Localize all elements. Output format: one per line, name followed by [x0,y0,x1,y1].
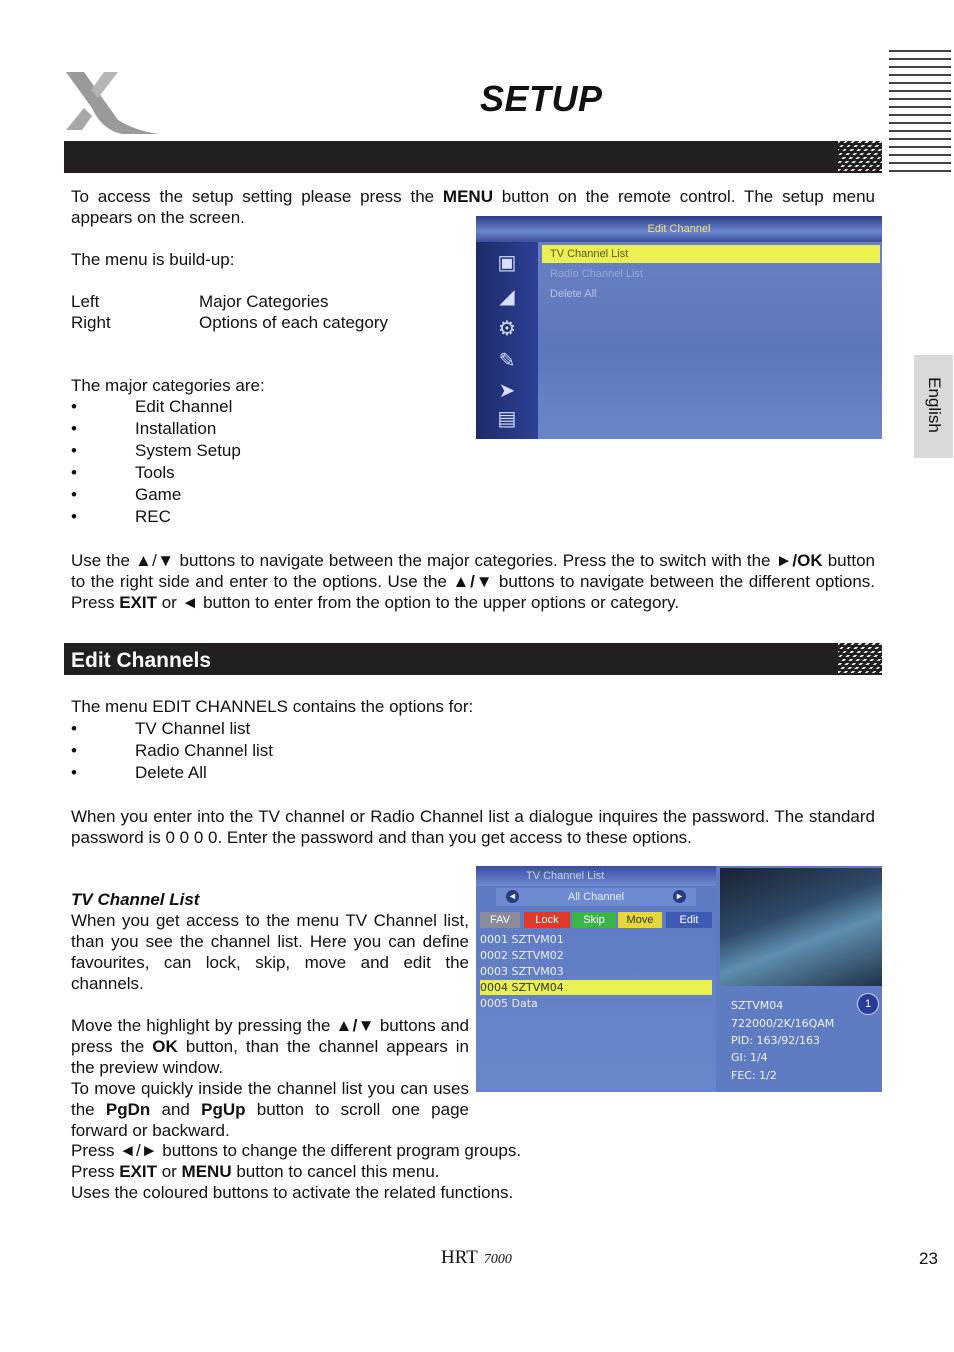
move-button[interactable]: Move [618,912,662,928]
edit-channels-options [71,718,273,784]
intro-paragraph: To access the setup setting please press the MENU button on the remote control. The setup menu appears on the screen. [71,187,875,227]
table-row[interactable]: 0005 Data [480,997,538,1010]
info-fec: FEC: 1/2 [731,1069,777,1082]
table-row[interactable]: 0003 SZTVM03 [480,965,564,978]
password-paragraph: When you enter into the TV channel or Radio Channel list a dialogue inquires the password. The standard password is 0 0 0 0. Enter the password and than you get access to these options. [71,807,875,847]
left-arrow-icon[interactable]: ◄ [506,890,519,903]
info-badge: 1 [857,993,879,1015]
list-item: • Tools [71,462,241,484]
list-item: • Delete All [71,762,273,784]
buildup-text: The menu is build-up: [71,250,235,269]
buildup-left-key: Left [71,292,100,311]
lock-button[interactable]: Lock [524,912,570,928]
table-row[interactable]: 0001 SZTVM01 [480,933,564,946]
tv-icon: ▣ [497,252,517,274]
group-label: All Channel [567,891,625,903]
fav-button[interactable]: FAV [480,912,520,928]
list-item: • System Setup [71,440,241,462]
info-gi: GI: 1/4 [731,1051,768,1064]
menu-item-radio-channel-list[interactable]: Radio Channel List [550,268,643,280]
section-bar [64,643,882,675]
language-tab-label: English [925,377,944,433]
page-title: SETUP [480,78,603,119]
edit-channel-screenshot [476,216,882,439]
list-item: • Radio Channel list [71,740,273,762]
right-arrow-icon[interactable]: ► [673,890,686,903]
screen-title-bar [476,866,716,886]
game-icon: ➤ [498,380,516,402]
buildup-left-val: Major Categories [199,292,329,311]
footer-brand [441,1247,512,1269]
buildup-right-key: Right [71,313,111,332]
tv-list-p5: Press EXIT or MENU button to cancel this menu. [71,1162,440,1181]
header-bar [64,141,882,173]
info-channel-name: SZTVM04 [731,999,784,1012]
list-item: • Edit Channel [71,396,241,418]
edit-channels-intro: The menu EDIT CHANNELS contains the options for: [71,697,474,716]
preview-window [720,868,882,986]
x-logo [62,68,162,138]
tv-list-p4: Press ◄/► buttons to change the different program groups. [71,1141,522,1160]
language-tab [914,355,953,458]
list-item: • Installation [71,418,241,440]
tools-icon: ✎ [498,350,516,372]
screen-title: Edit Channel [647,223,711,235]
skip-button[interactable]: Skip [572,912,616,928]
navigation-paragraph: Use the ▲/▼ buttons to navigate between the major categories. Press the to switch with the ►/OK button to the right side and enter to the options. Use the ▲/▼ buttons to navigate between the different options. Press EXIT or ◄ button to enter from the option to the upper options or category. [71,551,876,612]
bar-hatch [838,643,882,675]
category-sidebar [476,242,538,439]
menu-item-tv-channel-list[interactable]: TV Channel List [542,245,880,263]
tv-list-p1: When you get access to the menu TV Channel list, than you see the channel list. Here you can define favourites, can lock, skip, move and edit the channels. [71,911,469,993]
menu-item-delete-all[interactable]: Delete All [550,288,597,300]
group-bar [496,888,696,906]
channel-list-panel [476,866,716,1092]
list-item: • REC [71,506,241,528]
tv-channel-list-screenshot [476,866,882,1092]
categories-heading: The major categories are: [71,376,265,395]
model-number: 7000 [483,1252,512,1267]
info-frequency: 722000/2K/16QAM [731,1017,835,1030]
tv-list-p3: To move quickly inside the channel list you can uses the PgDn and PgUp button to scroll one page forward or backward. [71,1079,469,1140]
tv-list-p6: Uses the coloured buttons to activate the related functions. [71,1183,514,1202]
rec-icon: ▤ [497,408,517,430]
gear-icon: ⚙ [498,318,516,340]
tv-list-heading: TV Channel List [71,890,200,909]
tv-list-p2: Move the highlight by pressing the ▲/▼ buttons and press the OK button, than the channel appears in the preview window. [71,1016,470,1077]
table-row[interactable]: 0004 SZTVM04 [480,980,712,995]
decorative-stripes [889,50,951,178]
list-item: • Game [71,484,241,506]
info-pid: PID: 163/92/163 [731,1034,820,1047]
page-number: 23 [919,1249,938,1268]
screen-title-bar [476,216,882,242]
table-row[interactable]: 0002 SZTVM02 [480,949,564,962]
categories-list [71,396,241,528]
edit-button[interactable]: Edit [666,912,712,928]
brand-name: HRT [441,1247,478,1268]
buildup-right-val: Options of each category [199,313,389,332]
dish-icon: ◢ [499,286,515,308]
list-item: • TV Channel list [71,718,273,740]
bar-hatch [838,141,882,173]
section-heading: Edit Channels [71,649,212,672]
screen-title: TV Channel List [526,870,605,882]
